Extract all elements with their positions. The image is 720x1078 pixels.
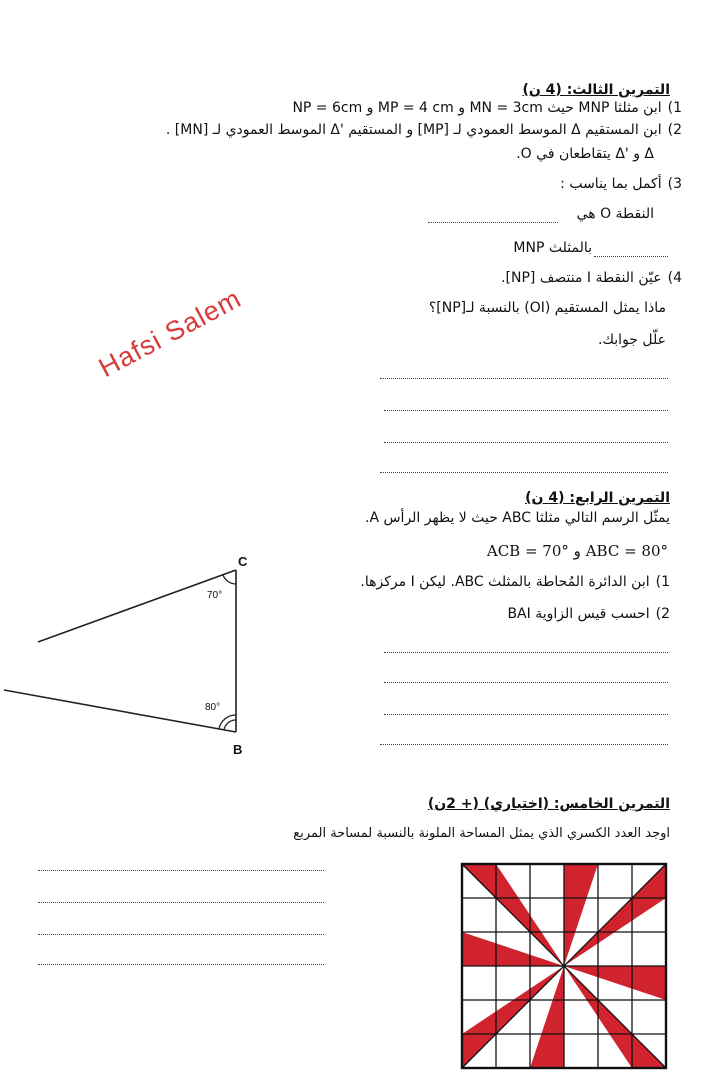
segment-ca-partial: [38, 570, 236, 642]
ex3-q1: [292, 100, 682, 116]
ex3-q4: [501, 270, 682, 286]
shaded-square-figure: [458, 860, 670, 1072]
ex4-q1-number: 1): [655, 574, 670, 590]
ex3-q1-number: 1): [667, 100, 682, 116]
ex3-q3: [560, 176, 682, 192]
ex3-q4-number: 4): [667, 270, 682, 286]
angle-c-arc: [223, 575, 236, 584]
label-b: B: [233, 742, 243, 757]
angle-b-arc-2: [224, 720, 236, 730]
ex5-title: التمرين الخامس: (اختياري) (+ 2ن): [427, 796, 670, 812]
ex4-answer-line-3[interactable]: [384, 714, 668, 715]
ex3-q1-text: ابن مثلثا MNP حيث MN = 3cm و MP = 4 cm و NP = 6cm: [292, 100, 662, 116]
ex4-q2: [507, 606, 670, 622]
segment-ba-partial: [4, 690, 236, 732]
ex4-q2-text: احسب قيس الزاوية BAI: [507, 606, 650, 622]
ex4-intro: يمثّل الرسم التالي مثلثا ABC حيث لا يظهر الرأس A.: [364, 510, 670, 526]
ex3-answer-line-3[interactable]: [384, 442, 668, 443]
ex4-angles-text: ACB = 70° و ABC = 80°: [486, 542, 668, 560]
ex5-answer-line-1[interactable]: [38, 870, 324, 871]
ex3-q3-b-label: بالمثلث MNP: [513, 240, 592, 256]
ex5-answer-line-2[interactable]: [38, 902, 324, 903]
ex5-prompt: اوجد العدد الكسري الذي يمثل المساحة الملونة بالنسبة لمساحة المربع: [293, 826, 670, 841]
angle-b-arc-1: [219, 715, 236, 729]
ex3-q2: [166, 122, 682, 138]
ex3-q3-text: أكمل بما يناسب :: [560, 176, 662, 192]
ex4-answer-line-4[interactable]: [380, 744, 668, 745]
label-angle-c: 70°: [207, 590, 223, 601]
square-grid: [462, 864, 666, 1068]
ex3-q3-number: 3): [667, 176, 682, 192]
ex3-q2-number: 2): [667, 122, 682, 138]
ex4-title: التمرين الرابع: (4 ن): [525, 490, 670, 506]
label-angle-b: 80°: [205, 702, 221, 713]
ex3-q3-a-label: النقطة O هي: [576, 206, 654, 222]
triangle-figure: [0, 550, 280, 760]
ex3-q2-text: ابن المستقيم Δ الموسط العمودي لـ [MP] و المستقيم 'Δ الموسط العمودي لـ [MN] .: [165, 122, 662, 138]
author-watermark: Hafsi Salem: [93, 283, 247, 384]
ex3-title: التمرين الثالث: (4 ن): [522, 82, 670, 98]
ex4-q1: [360, 574, 670, 590]
ex4-angles: [487, 542, 668, 560]
ex3-answer-line-1[interactable]: [380, 378, 668, 379]
ex3-answer-line-2[interactable]: [384, 410, 668, 411]
ex3-q4-text: عيّن النقطة I منتصف [NP].: [501, 270, 662, 286]
ex4-answer-line-1[interactable]: [384, 652, 668, 653]
ex4-q2-number: 2): [655, 606, 670, 622]
ex3-q3-a-answer-line[interactable]: [428, 222, 558, 223]
ex5-answer-line-4[interactable]: [38, 964, 324, 965]
ex3-q3-b-answer-line[interactable]: [594, 256, 668, 257]
ex3-q4-line3: علّل جوابك.: [598, 332, 666, 348]
ex3-answer-line-4[interactable]: [380, 472, 668, 473]
ex3-q4-line2: ماذا يمثل المستقيم (OI) بالنسبة لـ[NP]؟: [428, 300, 666, 316]
label-c: C: [238, 554, 248, 569]
ex3-q2-line2: Δ و 'Δ يتقاطعان في O.: [516, 146, 654, 162]
ex4-answer-line-2[interactable]: [384, 682, 668, 683]
ex5-answer-line-3[interactable]: [38, 934, 324, 935]
ex4-q1-text: ابن الدائرة المُحاطة بالمثلث ABC. ليكن I مركزها.: [360, 574, 650, 590]
